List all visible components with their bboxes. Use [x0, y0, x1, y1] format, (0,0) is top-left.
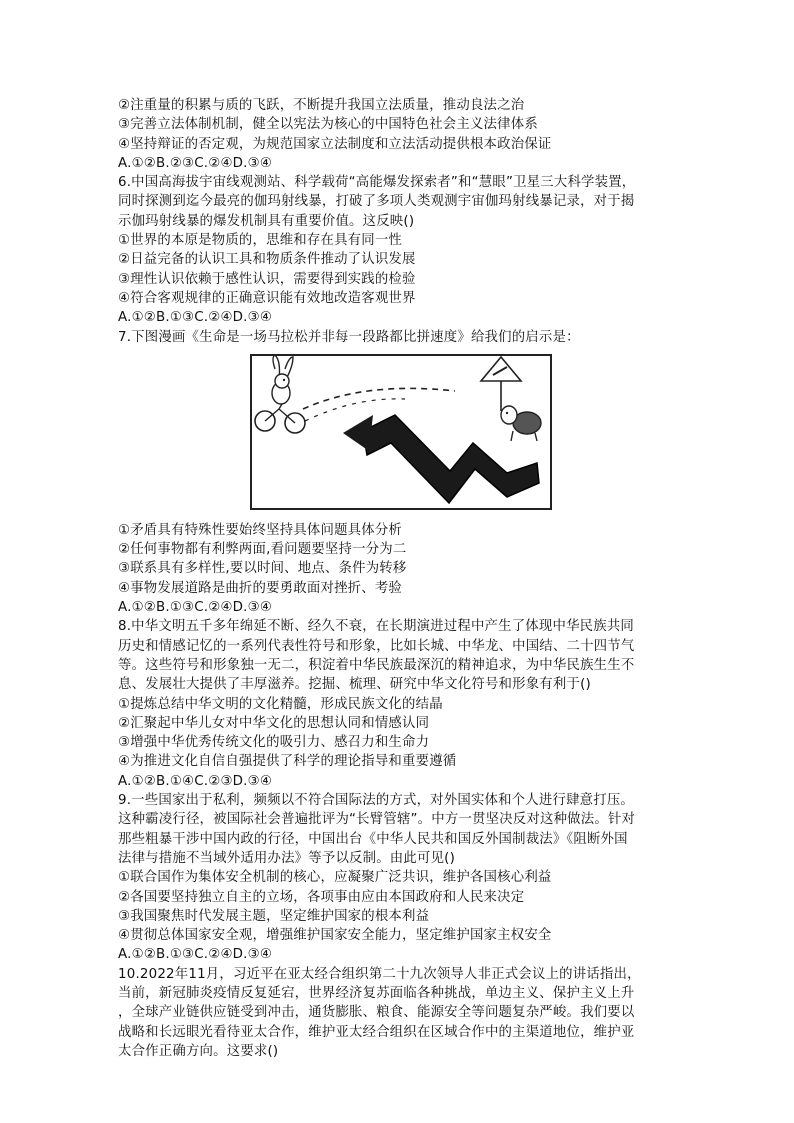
option-2: ②各国要坚持独立自主的立场，各项事由应由本国政府和人民来决定	[118, 889, 525, 905]
option-1: ①矛盾具有特殊性要始终坚持具体问题具体分析	[118, 522, 403, 538]
question-10	[118, 965, 686, 1061]
option-4: ④坚持辩证的否定观，为规范国家立法制度和立法活动提供根本政治保证	[118, 136, 552, 152]
question-8	[118, 617, 686, 791]
option-4: ④贯彻总体国家安全观，增强维护国家安全能力，坚定维护国家主权安全	[118, 928, 552, 944]
option-1: ①联合国作为集体安全机制的核心，应凝聚广泛共识，维护各国核心利益	[118, 870, 552, 886]
question-5-options	[118, 96, 686, 173]
cartoon-figure	[118, 351, 686, 512]
question-stem-line: 太合作正确方向。这要求()	[118, 1043, 279, 1059]
question-stem-line: 同时探测到迄今最亮的伽玛射线暴，打破了多项人类观测宇宙伽玛射线暴记录，对于揭	[118, 194, 635, 210]
option-4: ④事物发展道路是曲折的要勇敢面对挫折、考验	[118, 580, 403, 596]
answer-choices: A.①②B.①④C.②③D.③④	[118, 773, 273, 789]
question-stem-line: 示伽玛射线暴的爆发机制具有重要价值。这反映()	[118, 213, 415, 229]
cartoon-illustration	[245, 351, 557, 512]
question-stem-line: 8.中华文明五千多年绵延不断、经久不衰，在长期演进过程中产生了体现中华民族共同	[118, 619, 635, 635]
question-stem-line: 6.中国高海拔宇宙线观测站、科学载荷“高能爆发探索者”和“慧眼”卫星三大科学装置，	[118, 175, 636, 191]
option-3: ③增强中华优秀传统文化的吸引力、感召力和生命力	[118, 735, 430, 751]
option-3: ③理性认识依赖于感性认识，需要得到实践的检验	[118, 271, 416, 287]
question-6	[118, 173, 686, 327]
question-stem-line: 10.2022年11月，习近平在亚太经合组织第二十九次领导人非正式会议上的讲话指出，	[118, 966, 641, 982]
question-stem-line: 9.一些国家出于私利，频频以不符合国际法的方式，对外国实体和个人进行肆意打压。	[118, 793, 635, 809]
question-stem-line: 历史和情感记忆的一系列代表性符号和形象，比如长城、中华龙、中国结、二十四节气	[118, 638, 635, 654]
question-stem-line: 法律与措施不当域外适用办法》等予以反制。由此可见()	[118, 850, 456, 866]
exam-page	[118, 96, 686, 1061]
option-2: ②注重量的积累与质的飞跃，不断提升我国立法质量，推动良法之治	[118, 98, 525, 113]
option-2: ②汇聚起中华儿女对中华文化的思想认同和情感认同	[118, 715, 430, 731]
question-9	[118, 791, 686, 965]
question-7	[118, 328, 686, 618]
question-stem: 7.下图漫画《生命是一场马拉松并非每一段路都比拼速度》给我们的启示是：	[118, 329, 580, 345]
question-stem-line: 那些粗暴干涉中国内政的行径，中国出台《中华人民共和国反外国制裁法》《阻断外国	[118, 831, 628, 847]
option-2: ②任何事物都有利弊两面,看问题要坚持一分为二	[118, 542, 407, 558]
option-3: ③我国聚焦时代发展主题，坚定维护国家的根本利益	[118, 908, 430, 924]
answer-choices: A.①②B.②③C.②④D.③④	[118, 155, 273, 171]
question-stem-line: 等。这些符号和形象独一无二，积淀着中华民族最深沉的精神追求，为中华民族生生不	[118, 657, 635, 673]
option-3: ③联系具有多样性,要以时间、地点、条件为转移	[118, 561, 407, 577]
option-1: ①世界的本原是物质的，思维和存在具有同一性	[118, 233, 403, 249]
question-stem-line: ，全球产业链供应链受到冲击，通货膨胀、粮食、能源安全等问题复杂严峻。我们要以	[118, 1005, 635, 1021]
option-4: ④符合客观规律的正确意识能有效地改造客观世界	[118, 290, 416, 306]
option-4: ④为推进文化自信自强提供了科学的理论指导和重要遵循	[118, 754, 457, 770]
option-3: ③完善立法体制机制，健全以宪法为核心的中国特色社会主义法律体系	[118, 117, 538, 133]
option-2: ②日益完备的认识工具和物质条件推动了认识发展	[118, 252, 416, 268]
question-stem-line: 当前，新冠肺炎疫情反复延宕，世界经济复苏面临各种挑战，单边主义、保护主义上升	[118, 985, 635, 1001]
question-stem-line: 这种霸凌行径，被国际社会普遍批评为“长臂管辖”。中方一贯坚决反对这种做法。针对	[118, 812, 636, 828]
answer-choices: A.①②B.①③C.②④D.③④	[118, 310, 273, 326]
answer-choices: A.①②B.①③C.②④D.③④	[118, 947, 273, 963]
question-stem-line: 息、发展壮大提供了丰厚滋养。挖掘、梳理、研究中华文化符号和形象有利于()	[118, 677, 591, 693]
answer-choices: A.①②B.①③C.②④D.③④	[118, 600, 273, 616]
question-stem-line: 战略和长远眼光看待亚太合作，维护亚太经合组织在区域合作中的主渠道地位，维护亚	[118, 1024, 635, 1040]
option-1: ①提炼总结中华文明的文化精髓，形成民族文化的结晶	[118, 696, 443, 712]
